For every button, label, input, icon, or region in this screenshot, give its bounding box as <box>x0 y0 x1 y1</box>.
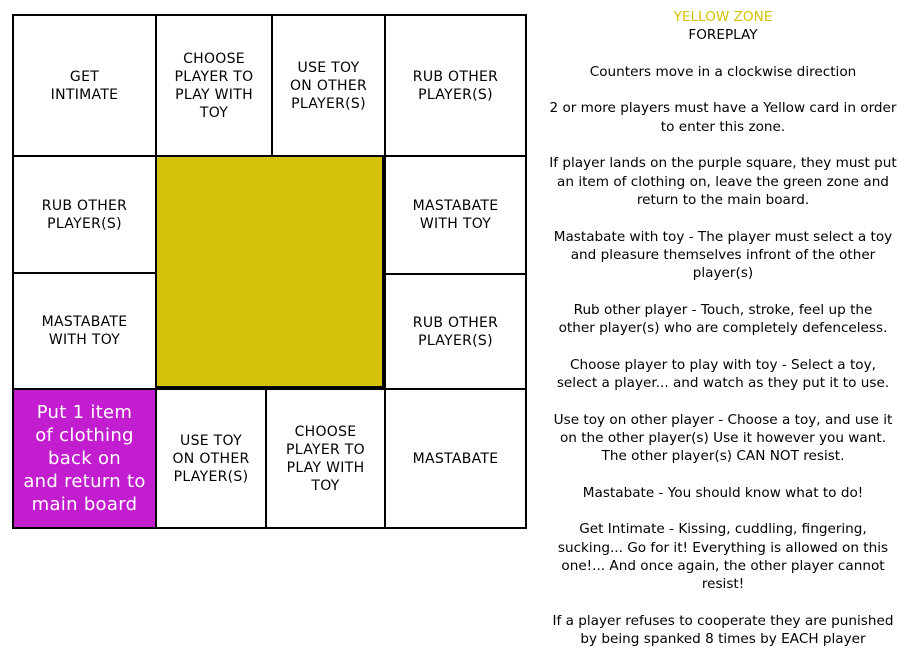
board-cell-rub-other-left[interactable] <box>12 155 157 274</box>
cell-label: MASTABATE WITH TOY <box>41 314 128 348</box>
cell-label: CHOOSE PLAYER TO PLAY WITH TOY <box>286 423 365 494</box>
board-cell-rub-other[interactable] <box>384 14 527 157</box>
board-cell-mastabate-toy-right[interactable] <box>384 155 527 275</box>
cell-label: RUB OTHER PLAYER(S) <box>412 314 499 349</box>
rule-paragraph: Mastabate - You should know what to do! <box>582 484 864 501</box>
rule-paragraph: If a player refuses to cooperate they are punished by being spanked 8 times by EACH player <box>552 612 894 648</box>
rule-paragraph: Get Intimate - Kissing, cuddling, fingering, sucking... Go for it! Everything is allowed on this one!... And once again, the other player cannot resist! <box>557 521 889 593</box>
rule-paragraph: Mastabate with toy - The player must select a toy and pleasure themselves infront of the other player(s) <box>553 228 893 282</box>
rule-paragraph: Use toy on other player - Choose a toy, and use it on the other player(s) Use it however you want. The other player(s) CAN NOT resist. <box>553 411 893 465</box>
rules-direction: Counters move in a clockwise direction <box>589 63 857 80</box>
cell-label: USE TOY ON OTHER PLAYER(S) <box>172 432 250 485</box>
rules-panel <box>535 8 911 667</box>
board-cell-choose-player[interactable] <box>155 14 273 157</box>
board-cell-use-toy-bottom[interactable] <box>155 388 267 529</box>
zone-title: YELLOW ZONE <box>673 9 773 25</box>
board-cell-use-toy[interactable] <box>271 14 386 157</box>
board-cell-purple-return[interactable] <box>12 388 157 529</box>
cell-label: CHOOSE PLAYER TO PLAY WITH TOY <box>174 50 254 121</box>
board-cell-choose-player-bottom[interactable] <box>265 388 386 529</box>
cell-label: RUB OTHER PLAYER(S) <box>412 68 499 103</box>
rule-paragraph: Rub other player - Touch, stroke, feel up the other player(s) who are completely defenceless. <box>558 301 888 337</box>
cell-label: USE TOY ON OTHER PLAYER(S) <box>289 59 367 112</box>
board-cell-mastabate[interactable] <box>384 388 527 529</box>
zone-subtitle: FOREPLAY <box>688 27 758 44</box>
board-cell-get-intimate[interactable] <box>12 14 157 157</box>
cell-label: MASTABATE <box>412 450 499 467</box>
cell-label: MASTABATE WITH TOY <box>412 198 499 232</box>
cell-label: RUB OTHER PLAYER(S) <box>41 197 128 232</box>
cell-label: GET INTIMATE <box>50 68 119 103</box>
rule-paragraph: If player lands on the purple square, they must put an item of clothing on, leave the green zone and return to the main board. <box>549 155 897 208</box>
board-cell-mastabate-toy-left[interactable] <box>12 272 157 390</box>
rules-list <box>535 99 911 648</box>
rule-paragraph: Choose player to play with toy - Select a toy, select a player... and watch as they put it to use. <box>556 356 890 391</box>
rule-paragraph: 2 or more players must have a Yellow card in order to enter this zone. <box>549 100 897 135</box>
cell-label: Put 1 item of clothing back on and return to main board <box>23 402 146 515</box>
board-cell-rub-other-right[interactable] <box>384 273 527 390</box>
board-center-yellow <box>155 155 384 388</box>
